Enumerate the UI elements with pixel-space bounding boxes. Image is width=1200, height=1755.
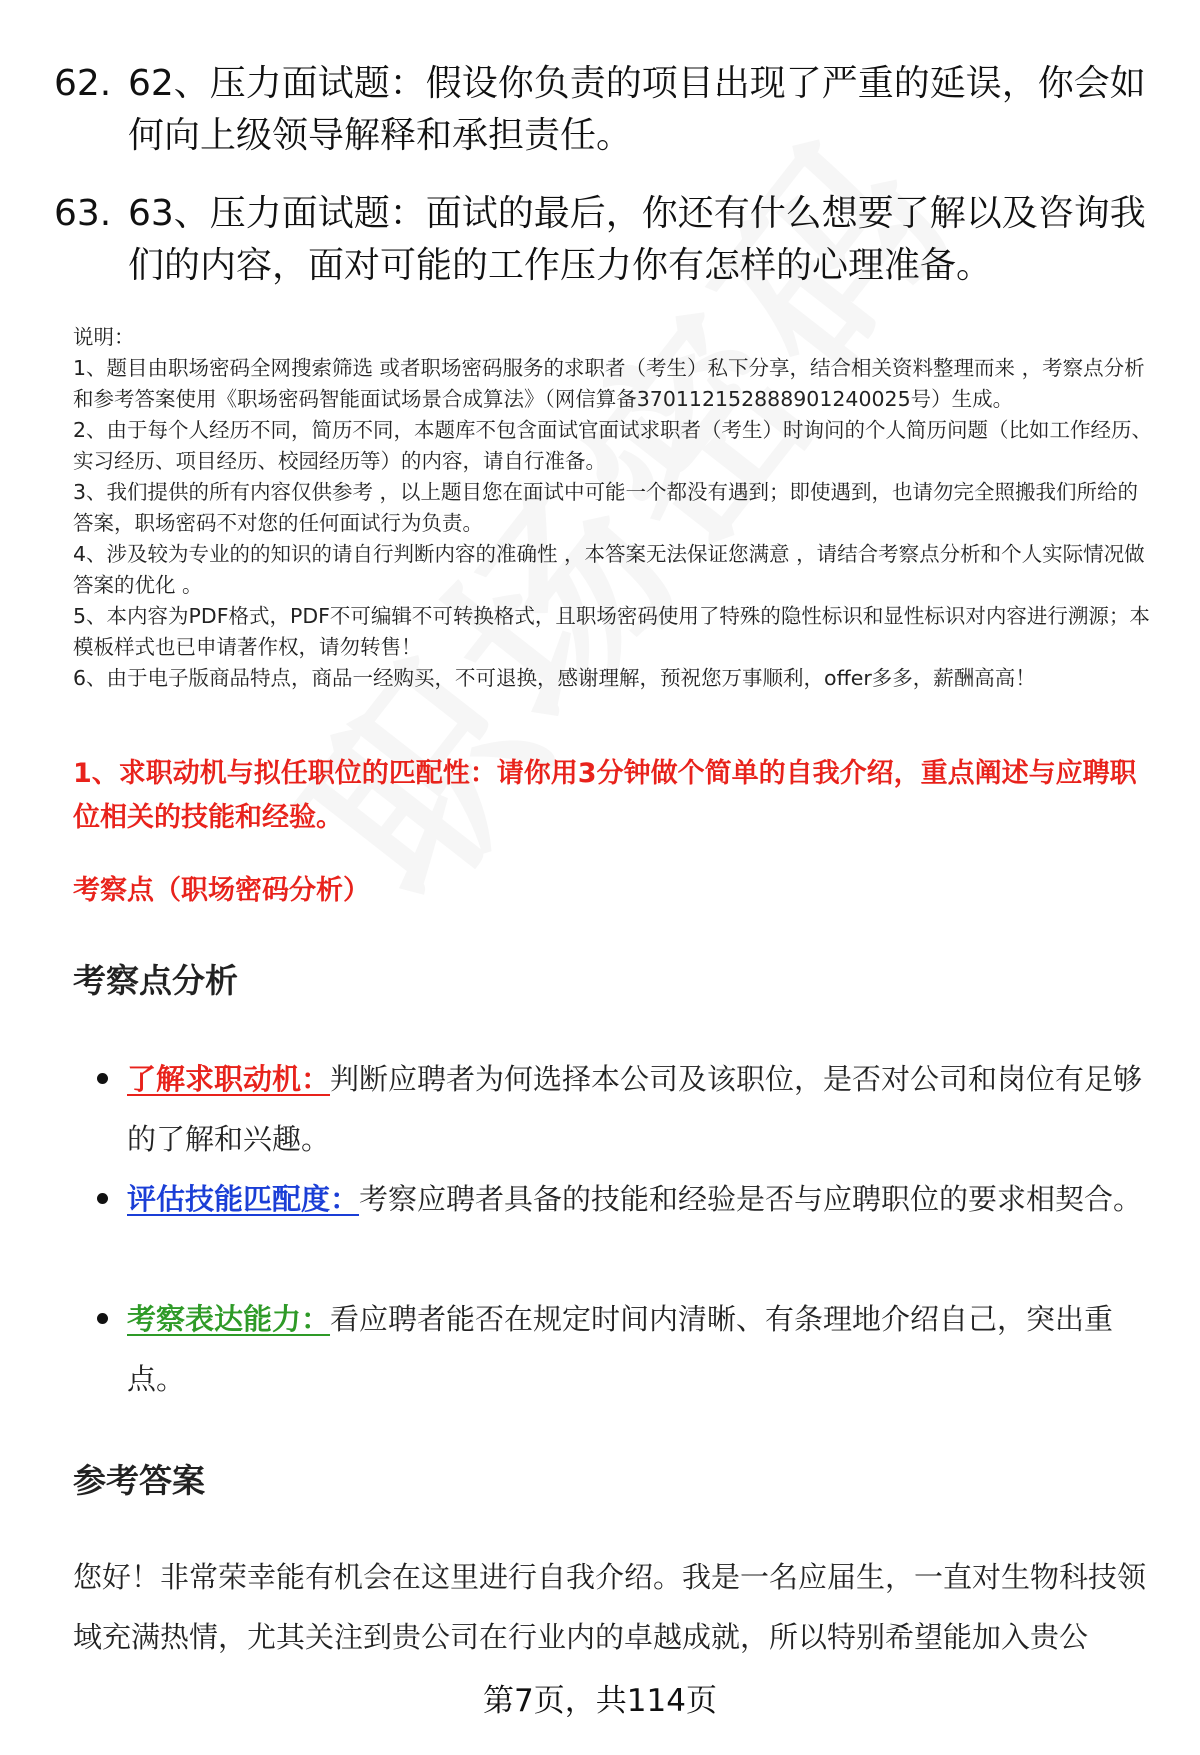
list-number: 63. bbox=[54, 193, 112, 234]
bullet-key: 评估技能匹配度： bbox=[127, 1182, 360, 1216]
note-item: 3、我们提供的所有内容仅供参考 ，以上题目您在面试中可能一个都没有遇到；即使遇到，也请勿完全照搬我们所给的答案，职场密码不对您的任何面试行为负责。 bbox=[73, 480, 1139, 535]
answer-heading: 参考答案 bbox=[73, 1461, 205, 1500]
notes-block bbox=[73, 322, 1153, 694]
answer-text: 您好！非常荣幸能有机会在这里进行自我介绍。我是一名应届生，一直对生物科技领域充满热情，尤其关注到贵公司在行业内的卓越成就，所以特别希望能加入贵公 bbox=[73, 1560, 1147, 1654]
list-item bbox=[54, 188, 1154, 292]
question-title: 1、求职动机与拟任职位的匹配性：请你用3分钟做个简单的自我介绍，重点阐述与应聘职位相关的技能和经验。 bbox=[73, 758, 1137, 833]
note-item: 4、涉及较为专业的的知识的请自行判断内容的准确性 ，本答案无法保证您满意 ，请结合考察点分析和个人实际情况做答案的优化 。 bbox=[73, 542, 1145, 597]
analysis-subtitle: 考察点（职场密码分析） bbox=[73, 875, 370, 906]
notes-heading: 说明： bbox=[73, 325, 135, 349]
bullet-item bbox=[127, 1169, 1147, 1229]
bullet-text: 考察应聘者具备的技能和经验是否与应聘职位的要求相契合。 bbox=[359, 1182, 1143, 1216]
note-item: 6、由于电子版商品特点，商品一经购买，不可退换，感谢理解，预祝您万事顺利，offer多多，薪酬高高！ bbox=[73, 666, 1036, 690]
note-item: 5、本内容为PDF格式，PDF不可编辑不可转换格式，且职场密码使用了特殊的隐性标识和显性标识对内容进行溯源；本模板样式也已申请著作权，请勿转售！ bbox=[73, 604, 1150, 659]
bullet-text: 看应聘者能否在规定时间内清晰、有条理地介绍自己，突出重点。 bbox=[127, 1302, 1114, 1396]
bullet-item bbox=[127, 1049, 1147, 1169]
page-footer: 第7页，共114页 bbox=[483, 1683, 717, 1719]
analysis-heading: 考察点分析 bbox=[73, 961, 238, 1000]
question-text: 62、压力面试题：假设你负责的项目出现了严重的延误，你会如何向上级领导解释和承担责任。 bbox=[128, 63, 1146, 156]
bullet-text: 判断应聘者为何选择本公司及该职位，是否对公司和岗位有足够的了解和兴趣。 bbox=[127, 1062, 1143, 1156]
bullet-dot-icon bbox=[97, 1313, 108, 1324]
bullet-dot-icon bbox=[97, 1193, 108, 1204]
bullet-item bbox=[127, 1289, 1147, 1409]
note-item: 2、由于每个人经历不同，简历不同，本题库不包含面试官面试求职者（考生）时询问的个人简历问题（比如工作经历、实习经历、项目经历、校园经历等）的内容，请自行准备。 bbox=[73, 418, 1153, 473]
question-text: 63、压力面试题：面试的最后，你还有什么想要了解以及咨询我们的内容，面对可能的工作压力你有怎样的心理准备。 bbox=[128, 193, 1146, 286]
bullet-dot-icon bbox=[97, 1073, 108, 1084]
note-item: 1、题目由职场密码全网搜索筛选 或者职场密码服务的求职者（考生）私下分享，结合相关资料整理而来 ，考察点分析和参考答案使用《职场密码智能面试场景合成算法》（网信算备370112152888901240025号）生成。 bbox=[73, 356, 1145, 411]
bullet-key: 了解求职动机： bbox=[127, 1062, 331, 1096]
list-item bbox=[54, 58, 1154, 162]
list-number: 62. bbox=[54, 63, 112, 104]
bullet-key: 考察表达能力： bbox=[127, 1302, 331, 1336]
